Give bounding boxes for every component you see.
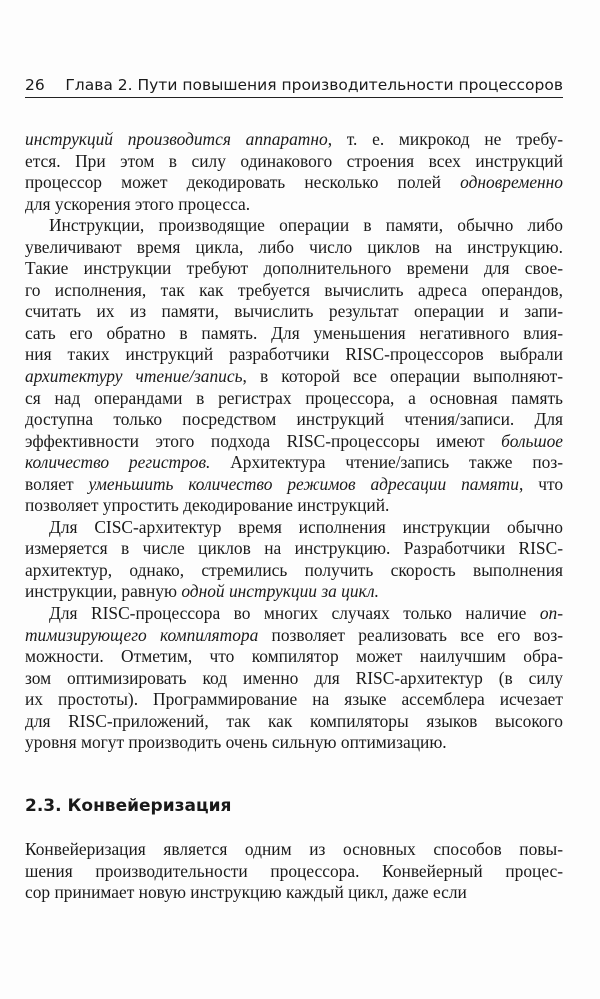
text-line: [25, 151, 563, 173]
section-body-text: [25, 839, 563, 904]
text-segment: их простоты). Программирование на языке ассемблера исчезает: [25, 689, 563, 710]
section-heading: 2.3. Конвейеризация: [25, 796, 232, 816]
text-segment: ся над операндами в регистрах процессора, а основная память: [25, 387, 563, 408]
text-segment: измеряется в числе циклов на инструкцию. Разработчики RISC-: [25, 538, 563, 559]
italic-text: уменьшить количество режимов адресации памяти: [88, 473, 519, 494]
text-segment: Конвейеризация является одним из основных способов повы-: [25, 839, 563, 859]
text-segment: для ускорения этого процесса.: [25, 193, 251, 214]
text-line: [25, 323, 563, 345]
text-segment: , в которой все операции выполняют-: [242, 366, 563, 387]
text-line: [25, 474, 563, 496]
italic-text: архитектуру чтение/запись: [25, 366, 243, 387]
text-segment: сор принимает новую инструкцию каждый цикл, даже если: [25, 882, 467, 903]
text-line: [25, 495, 563, 517]
text-line: [25, 625, 563, 647]
text-line: [25, 388, 563, 410]
text-segment: эффективности этого подхода RISC-процессоры имеют: [25, 430, 502, 451]
text-line: [25, 646, 563, 668]
text-line: [25, 882, 563, 904]
text-line: [25, 839, 563, 861]
text-line: [25, 366, 563, 388]
text-line: [25, 280, 563, 302]
text-segment: Такие инструкции требуют дополнительного времени для свое-: [25, 258, 563, 279]
text-line: [25, 237, 563, 259]
italic-text: большое: [501, 430, 563, 451]
text-line: [25, 344, 563, 366]
text-line: [25, 732, 563, 754]
text-line: [25, 194, 563, 216]
text-segment: сать его обратно в память. Для уменьшения негативного влия-: [25, 322, 563, 343]
text-line: [25, 172, 563, 194]
page-number: 26: [25, 76, 45, 94]
text-segment: Инструкции, производящие операции в памяти, обычно либо: [49, 215, 563, 236]
text-segment: Для RISC-процессора во многих случаях только наличие: [49, 603, 540, 624]
text-line: [25, 431, 563, 453]
text-segment: увеличивают время цикла, либо число циклов на инструкцию.: [25, 236, 563, 257]
text-line: [25, 603, 563, 625]
text-line: [25, 861, 563, 883]
text-segment: архитектур, однако, стремились получить скорость выполнения: [25, 559, 563, 580]
text-segment: ния таких инструкций разработчики RISC-процессоров выбрали: [25, 344, 563, 365]
text-segment: , т. е. микрокод не требу-: [327, 129, 563, 149]
text-segment: зом оптимизировать код именно для RISC-архитектур (в силу: [25, 667, 563, 688]
text-segment: Для CISC-архитектур время исполнения инструкции обычно: [49, 516, 563, 537]
text-line: [25, 215, 563, 237]
text-segment: го исполнения, так как требуется вычислить адреса операндов,: [25, 279, 563, 300]
text-line: [25, 258, 563, 280]
running-title: Глава 2. Пути повышения производительности процессоров: [65, 76, 563, 94]
text-segment: ется. При этом в силу одинакового строения всех инструкций: [25, 150, 563, 171]
text-line: [25, 560, 563, 582]
text-line: [25, 668, 563, 690]
text-segment: воляет: [25, 473, 89, 494]
text-segment: , что: [518, 473, 564, 494]
italic-text: одной инструкции за цикл.: [181, 581, 379, 602]
text-segment: можности. Отметим, что компилятор может наилучшим обра-: [25, 646, 563, 667]
text-line: [25, 711, 563, 733]
italic-text: инструкций производится аппаратно: [25, 129, 328, 149]
text-line: [25, 301, 563, 323]
text-segment: уровня могут производить очень сильную оптимизацию.: [25, 732, 447, 753]
body-text: [25, 129, 563, 754]
text-line: [25, 409, 563, 431]
italic-text: оп-: [539, 603, 563, 624]
text-segment: считать их из памяти, вычислить результат операции и запи-: [25, 301, 563, 322]
text-line: [25, 452, 563, 474]
text-segment: инструкции, равную: [25, 581, 182, 602]
running-header: [25, 68, 563, 98]
text-line: [25, 689, 563, 711]
italic-text: тимизирующего компилятора: [25, 624, 259, 645]
text-segment: для RISC-приложений, так как компиляторы языков высокого: [25, 710, 563, 731]
text-segment: позволяет реализовать все его воз-: [258, 624, 564, 645]
text-segment: процессор может декодировать несколько полей: [25, 172, 461, 193]
italic-text: одновременно: [460, 172, 563, 193]
text-segment: доступна только посредством инструкций чтения/записи. Для: [25, 409, 563, 430]
italic-text: количество регистров.: [25, 452, 211, 473]
text-line: [25, 581, 563, 603]
text-segment: Архитектура чтение/запись также поз-: [210, 452, 563, 473]
text-line: [25, 538, 563, 560]
text-segment: шения производительности процессора. Конвейерный процес-: [25, 860, 563, 881]
text-segment: позволяет упростить декодирование инструкций.: [25, 495, 390, 516]
text-line: [25, 129, 563, 151]
text-line: [25, 517, 563, 539]
